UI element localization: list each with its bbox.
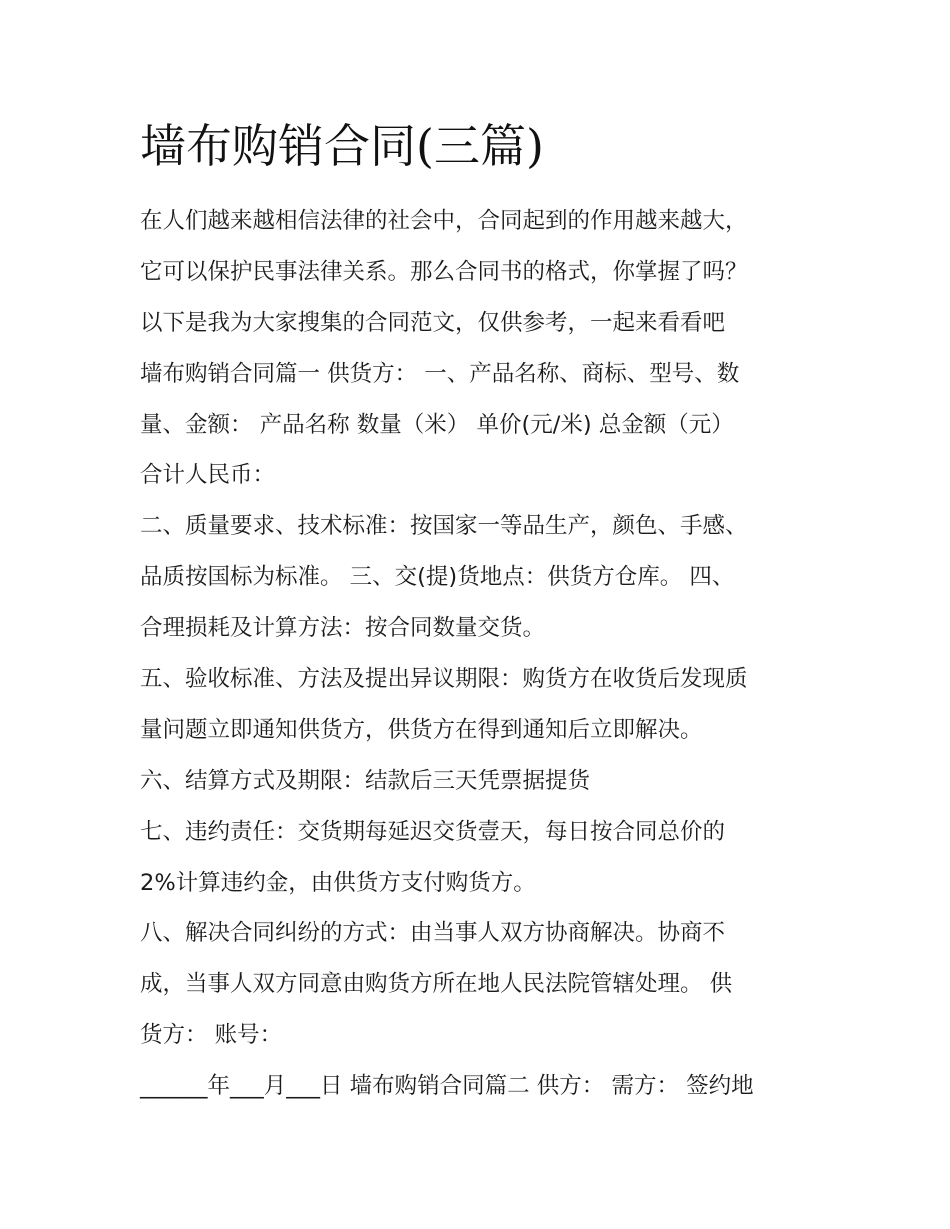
body-line: ______年___月___日 墙布购销合同篇二 供方： 需方： 签约地 — [140, 1073, 754, 1100]
document-body — [140, 196, 820, 1112]
body-line: 墙布购销合同篇一 供货方： 一、产品名称、商标、型号、数 — [140, 360, 740, 387]
body-line: 量问题立即通知供货方，供货方在得到通知后立即解决。 — [140, 716, 703, 743]
body-line: 八、解决合同纠纷的方式：由当事人双方协商解决。协商不 — [140, 920, 726, 947]
body-line: 成，当事人双方同意由购货方所在地人民法院管辖处理。 供 — [140, 971, 733, 998]
body-line: 二、质量要求、技术标准：按国家一等品生产，颜色、手感、 — [140, 513, 748, 540]
body-line: 品质按国标为标准。 三、交(提)货地点：供货方仓库。 四、 — [140, 564, 735, 591]
body-line: 货方： 账号： — [140, 1022, 283, 1049]
body-line: 在人们越来越相信法律的社会中，合同起到的作用越来越大， — [140, 208, 748, 234]
body-line: 七、违约责任：交货期每延迟交货壹天，每日按合同总价的 — [140, 818, 726, 845]
body-line: 量、金额： 产品名称 数量（米） 单价(元/米) 总金额（元） — [140, 411, 734, 438]
body-line: 2%计算违约金，由供货方支付购货方。 — [140, 869, 536, 896]
body-line: 合理损耗及计算方法：按合同数量交货。 — [140, 615, 546, 642]
body-line: 它可以保护民事法律关系。那么合同书的格式，你掌握了吗？ — [140, 258, 748, 285]
body-line: 五、验收标准、方法及提出异议期限：购货方在收货后发现质 — [140, 666, 748, 693]
body-line: 六、结算方式及期限：结款后三天凭票据提货 — [140, 767, 591, 794]
body-line: 以下是我为大家搜集的合同范文，仅供参考，一起来看看吧 — [140, 309, 726, 336]
body-line: 合计人民币： — [140, 462, 276, 489]
document-title: 墙布购销合同(三篇) — [140, 119, 544, 173]
